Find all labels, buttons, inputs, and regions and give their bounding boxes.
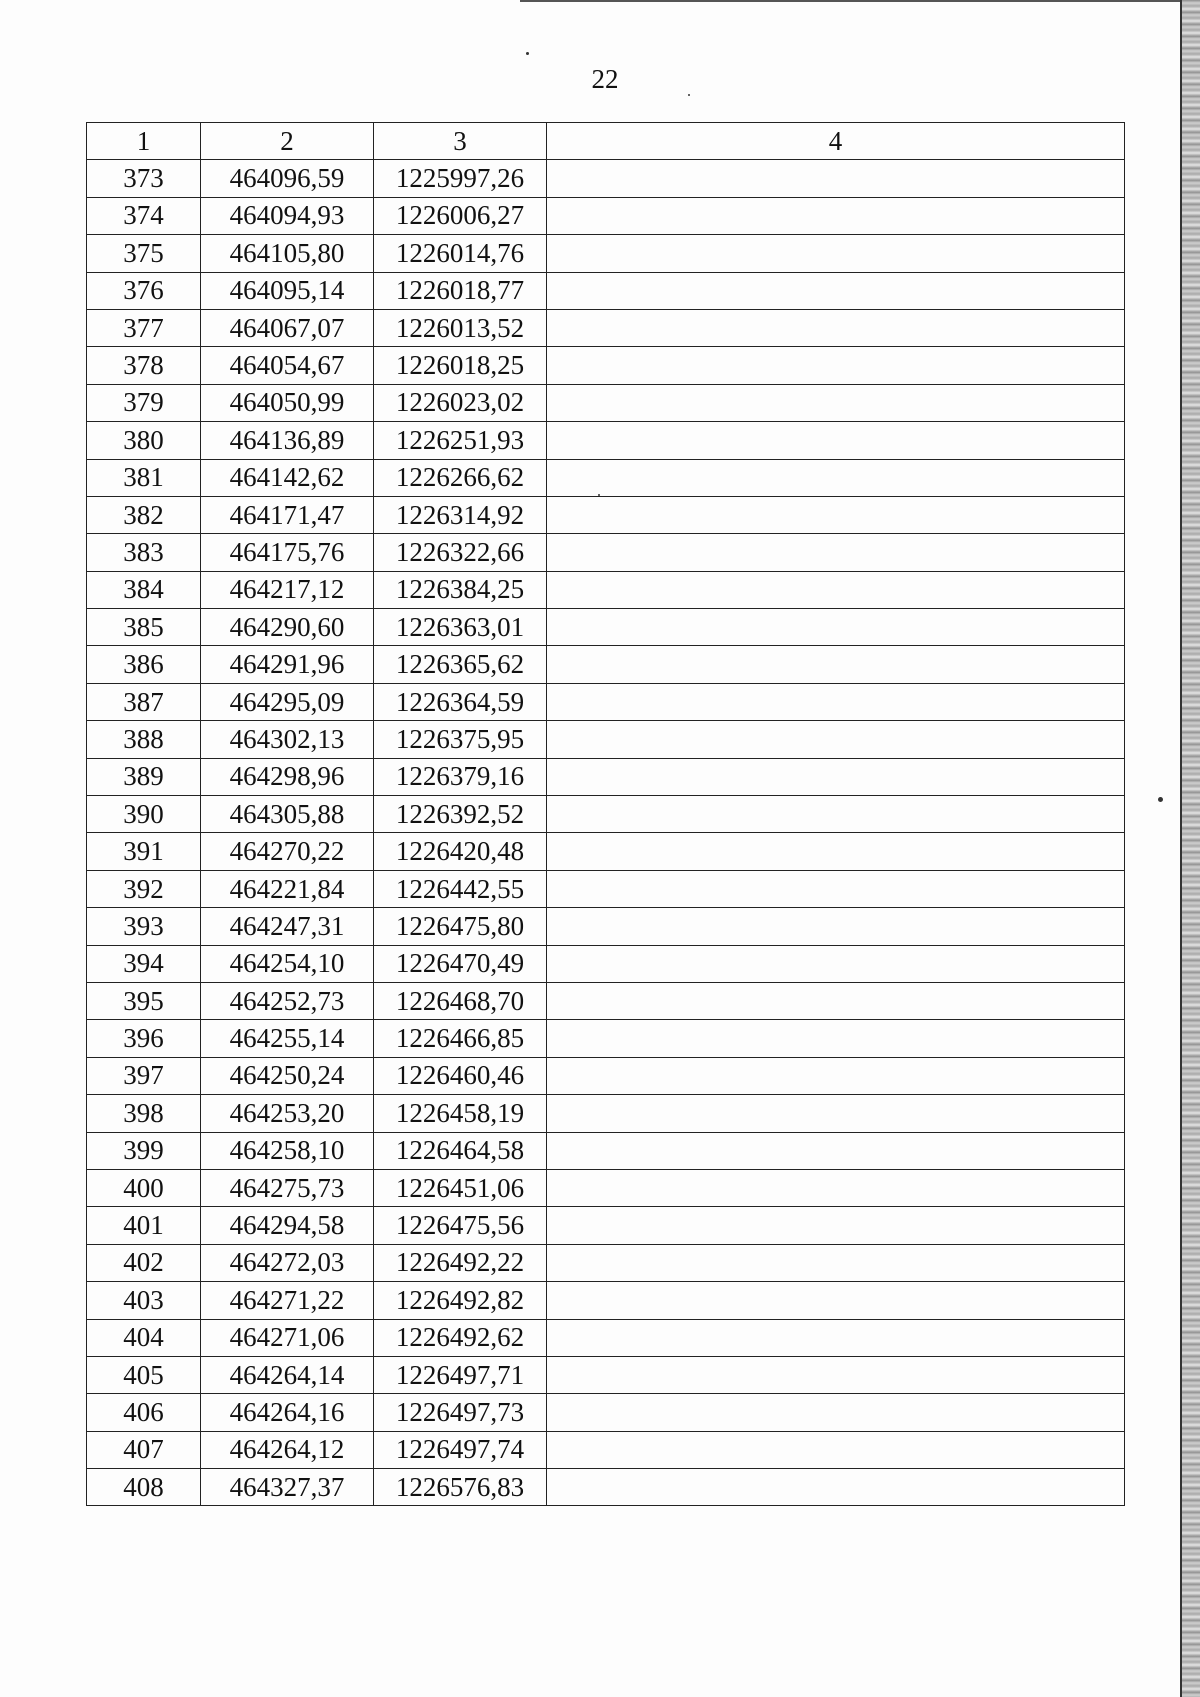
note-cell bbox=[547, 833, 1125, 870]
point-number-cell: 397 bbox=[87, 1057, 201, 1094]
table-header-row bbox=[87, 123, 1125, 160]
y-coordinate-cell: 1226466,85 bbox=[374, 1020, 547, 1057]
table-row bbox=[87, 1132, 1125, 1169]
point-number-cell: 387 bbox=[87, 683, 201, 720]
table-row bbox=[87, 1169, 1125, 1206]
note-cell bbox=[547, 1244, 1125, 1281]
y-coordinate-cell: 1226018,25 bbox=[374, 347, 547, 384]
x-coordinate-cell: 464096,59 bbox=[201, 160, 374, 197]
point-number-cell: 400 bbox=[87, 1169, 201, 1206]
table-row bbox=[87, 459, 1125, 496]
y-coordinate-cell: 1226492,22 bbox=[374, 1244, 547, 1281]
note-cell bbox=[547, 646, 1125, 683]
point-number-cell: 375 bbox=[87, 235, 201, 272]
scan-edge-top bbox=[520, 0, 1180, 2]
point-number-cell: 374 bbox=[87, 197, 201, 234]
table-row bbox=[87, 384, 1125, 421]
table-row bbox=[87, 646, 1125, 683]
x-coordinate-cell: 464290,60 bbox=[201, 609, 374, 646]
point-number-cell: 389 bbox=[87, 758, 201, 795]
column-header: 3 bbox=[374, 123, 547, 160]
point-number-cell: 393 bbox=[87, 908, 201, 945]
x-coordinate-cell: 464327,37 bbox=[201, 1469, 374, 1506]
x-coordinate-cell: 464302,13 bbox=[201, 721, 374, 758]
table-row bbox=[87, 1319, 1125, 1356]
scan-speck bbox=[688, 94, 690, 96]
y-coordinate-cell: 1226023,02 bbox=[374, 384, 547, 421]
table-row bbox=[87, 1469, 1125, 1506]
table-row bbox=[87, 908, 1125, 945]
note-cell bbox=[547, 534, 1125, 571]
x-coordinate-cell: 464094,93 bbox=[201, 197, 374, 234]
point-number-cell: 405 bbox=[87, 1356, 201, 1393]
x-coordinate-cell: 464295,09 bbox=[201, 683, 374, 720]
note-cell bbox=[547, 982, 1125, 1019]
x-coordinate-cell: 464264,14 bbox=[201, 1356, 374, 1393]
x-coordinate-cell: 464275,73 bbox=[201, 1169, 374, 1206]
point-number-cell: 391 bbox=[87, 833, 201, 870]
y-coordinate-cell: 1226475,80 bbox=[374, 908, 547, 945]
point-number-cell: 383 bbox=[87, 534, 201, 571]
table-row bbox=[87, 1394, 1125, 1431]
note-cell bbox=[547, 1282, 1125, 1319]
table-row bbox=[87, 1020, 1125, 1057]
x-coordinate-cell: 464254,10 bbox=[201, 945, 374, 982]
x-coordinate-cell: 464271,22 bbox=[201, 1282, 374, 1319]
note-cell bbox=[547, 384, 1125, 421]
scan-edge-right bbox=[1182, 0, 1200, 1697]
note-cell bbox=[547, 571, 1125, 608]
note-cell bbox=[547, 1207, 1125, 1244]
point-number-cell: 386 bbox=[87, 646, 201, 683]
note-cell bbox=[547, 496, 1125, 533]
table-row bbox=[87, 197, 1125, 234]
x-coordinate-cell: 464291,96 bbox=[201, 646, 374, 683]
point-number-cell: 392 bbox=[87, 870, 201, 907]
table-row bbox=[87, 683, 1125, 720]
table-row bbox=[87, 609, 1125, 646]
point-number-cell: 394 bbox=[87, 945, 201, 982]
y-coordinate-cell: 1226451,06 bbox=[374, 1169, 547, 1206]
scan-speck bbox=[1158, 797, 1163, 802]
y-coordinate-cell: 1225997,26 bbox=[374, 160, 547, 197]
page-number: 22 bbox=[591, 64, 619, 94]
table-row bbox=[87, 1244, 1125, 1281]
note-cell bbox=[547, 796, 1125, 833]
point-number-cell: 384 bbox=[87, 571, 201, 608]
y-coordinate-cell: 1226375,95 bbox=[374, 721, 547, 758]
table-row bbox=[87, 758, 1125, 795]
table-row bbox=[87, 945, 1125, 982]
note-cell bbox=[547, 160, 1125, 197]
point-number-cell: 379 bbox=[87, 384, 201, 421]
table-row bbox=[87, 571, 1125, 608]
note-cell bbox=[547, 908, 1125, 945]
x-coordinate-cell: 464298,96 bbox=[201, 758, 374, 795]
table-row bbox=[87, 272, 1125, 309]
x-coordinate-cell: 464271,06 bbox=[201, 1319, 374, 1356]
note-cell bbox=[547, 1169, 1125, 1206]
x-coordinate-cell: 464067,07 bbox=[201, 309, 374, 346]
note-cell bbox=[547, 347, 1125, 384]
table-row bbox=[87, 721, 1125, 758]
point-number-cell: 396 bbox=[87, 1020, 201, 1057]
note-cell bbox=[547, 609, 1125, 646]
note-cell bbox=[547, 422, 1125, 459]
note-cell bbox=[547, 1356, 1125, 1393]
y-coordinate-cell: 1226365,62 bbox=[374, 646, 547, 683]
note-cell bbox=[547, 1394, 1125, 1431]
y-coordinate-cell: 1226006,27 bbox=[374, 197, 547, 234]
table-row bbox=[87, 534, 1125, 571]
x-coordinate-cell: 464175,76 bbox=[201, 534, 374, 571]
x-coordinate-cell: 464095,14 bbox=[201, 272, 374, 309]
note-cell bbox=[547, 197, 1125, 234]
x-coordinate-cell: 464264,12 bbox=[201, 1431, 374, 1468]
point-number-cell: 402 bbox=[87, 1244, 201, 1281]
point-number-cell: 401 bbox=[87, 1207, 201, 1244]
table-row bbox=[87, 1057, 1125, 1094]
note-cell bbox=[547, 1057, 1125, 1094]
table-row bbox=[87, 309, 1125, 346]
point-number-cell: 399 bbox=[87, 1132, 201, 1169]
table-row bbox=[87, 1356, 1125, 1393]
point-number-cell: 381 bbox=[87, 459, 201, 496]
point-number-cell: 408 bbox=[87, 1469, 201, 1506]
note-cell bbox=[547, 1431, 1125, 1468]
point-number-cell: 377 bbox=[87, 309, 201, 346]
y-coordinate-cell: 1226497,71 bbox=[374, 1356, 547, 1393]
note-cell bbox=[547, 870, 1125, 907]
table-row bbox=[87, 160, 1125, 197]
point-number-cell: 385 bbox=[87, 609, 201, 646]
x-coordinate-cell: 464050,99 bbox=[201, 384, 374, 421]
table-row bbox=[87, 1207, 1125, 1244]
table-row bbox=[87, 422, 1125, 459]
note-cell bbox=[547, 235, 1125, 272]
point-number-cell: 406 bbox=[87, 1394, 201, 1431]
x-coordinate-cell: 464252,73 bbox=[201, 982, 374, 1019]
table-row bbox=[87, 1431, 1125, 1468]
x-coordinate-cell: 464294,58 bbox=[201, 1207, 374, 1244]
y-coordinate-cell: 1226018,77 bbox=[374, 272, 547, 309]
note-cell bbox=[547, 758, 1125, 795]
note-cell bbox=[547, 1469, 1125, 1506]
x-coordinate-cell: 464272,03 bbox=[201, 1244, 374, 1281]
y-coordinate-cell: 1226497,74 bbox=[374, 1431, 547, 1468]
note-cell bbox=[547, 721, 1125, 758]
y-coordinate-cell: 1226013,52 bbox=[374, 309, 547, 346]
x-coordinate-cell: 464250,24 bbox=[201, 1057, 374, 1094]
point-number-cell: 404 bbox=[87, 1319, 201, 1356]
y-coordinate-cell: 1226475,56 bbox=[374, 1207, 547, 1244]
point-number-cell: 395 bbox=[87, 982, 201, 1019]
x-coordinate-cell: 464258,10 bbox=[201, 1132, 374, 1169]
y-coordinate-cell: 1226322,66 bbox=[374, 534, 547, 571]
y-coordinate-cell: 1226364,59 bbox=[374, 683, 547, 720]
table-row bbox=[87, 496, 1125, 533]
y-coordinate-cell: 1226576,83 bbox=[374, 1469, 547, 1506]
y-coordinate-cell: 1226464,58 bbox=[374, 1132, 547, 1169]
note-cell bbox=[547, 945, 1125, 982]
point-number-cell: 380 bbox=[87, 422, 201, 459]
point-number-cell: 398 bbox=[87, 1095, 201, 1132]
table-row bbox=[87, 870, 1125, 907]
column-header: 4 bbox=[547, 123, 1125, 160]
y-coordinate-cell: 1226379,16 bbox=[374, 758, 547, 795]
y-coordinate-cell: 1226251,93 bbox=[374, 422, 547, 459]
x-coordinate-cell: 464136,89 bbox=[201, 422, 374, 459]
x-coordinate-cell: 464217,12 bbox=[201, 571, 374, 608]
y-coordinate-cell: 1226014,76 bbox=[374, 235, 547, 272]
point-number-cell: 373 bbox=[87, 160, 201, 197]
note-cell bbox=[547, 683, 1125, 720]
x-coordinate-cell: 464253,20 bbox=[201, 1095, 374, 1132]
y-coordinate-cell: 1226458,19 bbox=[374, 1095, 547, 1132]
x-coordinate-cell: 464221,84 bbox=[201, 870, 374, 907]
y-coordinate-cell: 1226468,70 bbox=[374, 982, 547, 1019]
note-cell bbox=[547, 309, 1125, 346]
scan-speck bbox=[526, 52, 529, 55]
note-cell bbox=[547, 1095, 1125, 1132]
y-coordinate-cell: 1226266,62 bbox=[374, 459, 547, 496]
x-coordinate-cell: 464105,80 bbox=[201, 235, 374, 272]
point-number-cell: 382 bbox=[87, 496, 201, 533]
table-row bbox=[87, 1282, 1125, 1319]
x-coordinate-cell: 464142,62 bbox=[201, 459, 374, 496]
y-coordinate-cell: 1226392,52 bbox=[374, 796, 547, 833]
y-coordinate-cell: 1226420,48 bbox=[374, 833, 547, 870]
column-header: 2 bbox=[201, 123, 374, 160]
note-cell bbox=[547, 1132, 1125, 1169]
point-number-cell: 403 bbox=[87, 1282, 201, 1319]
y-coordinate-cell: 1226442,55 bbox=[374, 870, 547, 907]
point-number-cell: 390 bbox=[87, 796, 201, 833]
x-coordinate-cell: 464305,88 bbox=[201, 796, 374, 833]
point-number-cell: 378 bbox=[87, 347, 201, 384]
x-coordinate-cell: 464247,31 bbox=[201, 908, 374, 945]
note-cell bbox=[547, 272, 1125, 309]
point-number-cell: 376 bbox=[87, 272, 201, 309]
table-row bbox=[87, 235, 1125, 272]
x-coordinate-cell: 464264,16 bbox=[201, 1394, 374, 1431]
column-header: 1 bbox=[87, 123, 201, 160]
table-body bbox=[87, 123, 1125, 1506]
y-coordinate-cell: 1226363,01 bbox=[374, 609, 547, 646]
y-coordinate-cell: 1226492,62 bbox=[374, 1319, 547, 1356]
point-number-cell: 407 bbox=[87, 1431, 201, 1468]
note-cell bbox=[547, 1319, 1125, 1356]
x-coordinate-cell: 464171,47 bbox=[201, 496, 374, 533]
y-coordinate-cell: 1226492,82 bbox=[374, 1282, 547, 1319]
point-number-cell: 388 bbox=[87, 721, 201, 758]
table-row bbox=[87, 796, 1125, 833]
table-row bbox=[87, 982, 1125, 1019]
table-row bbox=[87, 833, 1125, 870]
x-coordinate-cell: 464054,67 bbox=[201, 347, 374, 384]
x-coordinate-cell: 464270,22 bbox=[201, 833, 374, 870]
table-row bbox=[87, 1095, 1125, 1132]
coordinates-table bbox=[86, 122, 1125, 1506]
table-row bbox=[87, 347, 1125, 384]
note-cell bbox=[547, 1020, 1125, 1057]
y-coordinate-cell: 1226314,92 bbox=[374, 496, 547, 533]
x-coordinate-cell: 464255,14 bbox=[201, 1020, 374, 1057]
y-coordinate-cell: 1226460,46 bbox=[374, 1057, 547, 1094]
y-coordinate-cell: 1226497,73 bbox=[374, 1394, 547, 1431]
note-cell bbox=[547, 459, 1125, 496]
y-coordinate-cell: 1226470,49 bbox=[374, 945, 547, 982]
y-coordinate-cell: 1226384,25 bbox=[374, 571, 547, 608]
